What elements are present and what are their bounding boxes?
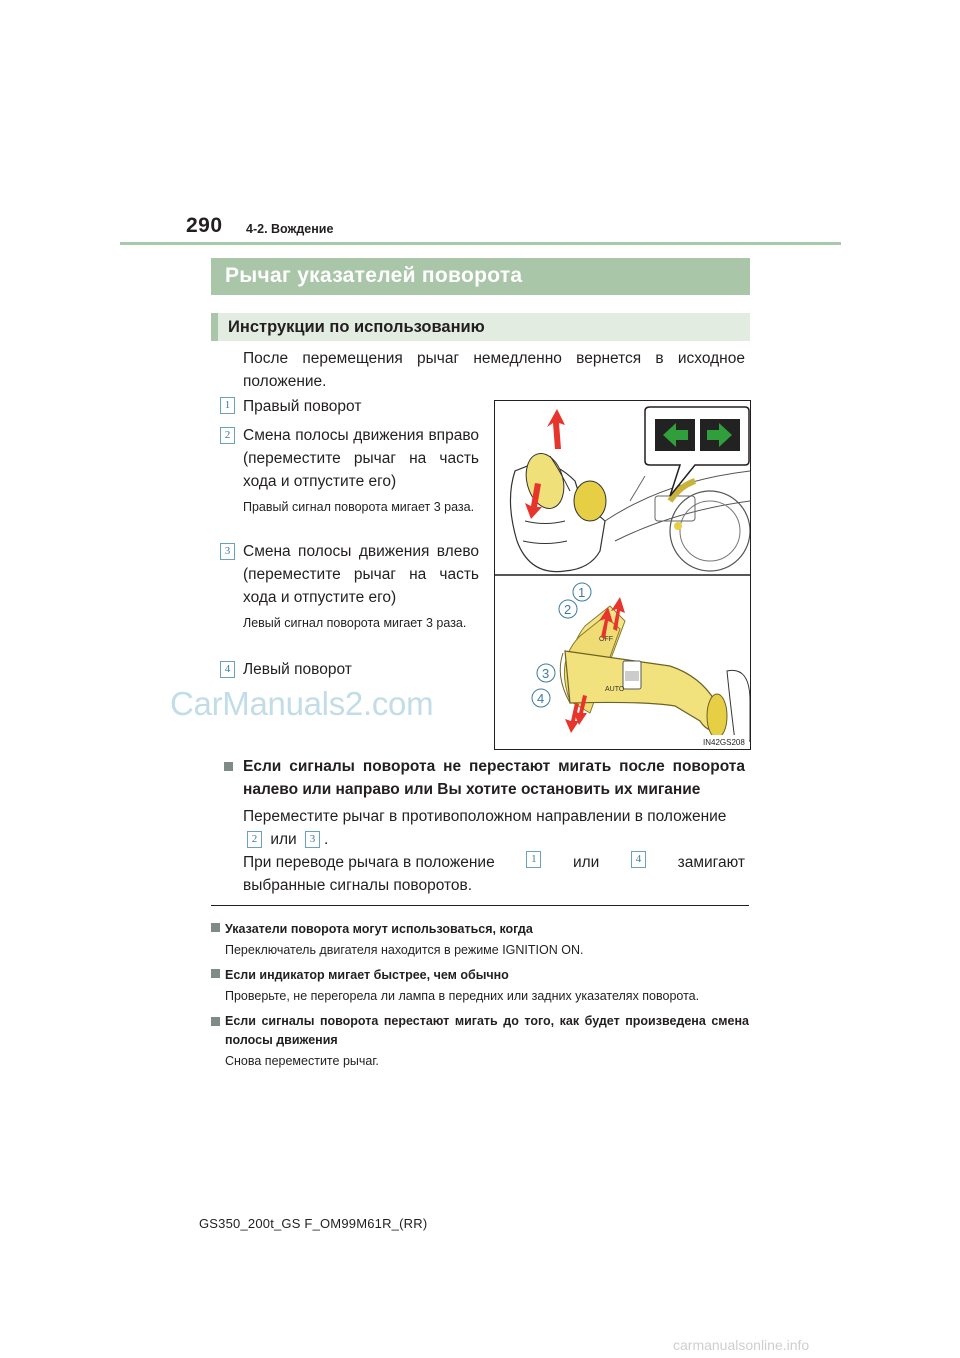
section2-or-2: или [572, 854, 600, 871]
callout-3 [537, 664, 555, 682]
item-text-4: Левый поворот [243, 661, 352, 678]
arrow-up-icon [547, 409, 565, 449]
header-divider [120, 242, 841, 245]
svg-text:OFF: OFF [599, 636, 613, 643]
position-3-marker: 3 [305, 831, 320, 848]
figure-illustration [495, 401, 750, 749]
notes-section [211, 920, 749, 1071]
title-banner [211, 258, 750, 295]
note-body-1: Переключатель двигателя находится в режиме IGNITION ON. [225, 943, 584, 957]
note-body-2: Проверьте, не перегорела ли лампа в передних или задних указателях поворота. [225, 989, 700, 1003]
item-note-2: Правый сигнал поворота мигает 3 раза. [243, 500, 475, 514]
section2-line2-start: При переводе рычага в положение [243, 854, 495, 871]
square-bullet-icon [211, 1017, 220, 1026]
item-note-3: Левый сигнал поворота мигает 3 раза. [243, 616, 467, 630]
section2-or-1: или [270, 831, 297, 848]
watermark: CarManuals2.com [170, 685, 434, 722]
section2-positions-line: 2 или 3 . [243, 828, 745, 851]
callout-2-label: 2 [564, 602, 572, 617]
callout-4-label: 4 [537, 691, 545, 706]
page-number: 290 [186, 214, 223, 237]
square-bullet-icon [211, 923, 220, 932]
subtitle-banner [211, 313, 750, 341]
indicator-bubble [645, 407, 749, 496]
item-number-2: 2 [220, 427, 235, 444]
position-1-marker: 1 [526, 851, 541, 868]
callout-4 [532, 689, 550, 707]
figure-code: IN42GS208 [703, 738, 745, 747]
callout-2 [559, 600, 577, 618]
intro-text: После перемещения рычаг немедленно вернется в исходное положение. [243, 350, 745, 390]
section2-line2 [243, 851, 745, 874]
callout-3-label: 3 [542, 666, 550, 681]
item-number-1: 1 [220, 397, 235, 414]
subtitle-accent [211, 313, 218, 341]
svg-text:AUTO: AUTO [605, 686, 625, 693]
callout-1 [573, 583, 591, 601]
page-title: Рычаг указателей поворота [225, 264, 523, 287]
hand-with-lever [510, 449, 606, 571]
notes-divider [211, 905, 749, 906]
section2-body [243, 805, 745, 897]
position-2-marker: 2 [247, 831, 262, 848]
note-heading-3: Если сигналы поворота перестают мигать до того, как будет произведена смена полосы движения [211, 1012, 749, 1050]
section2-heading [224, 755, 745, 801]
position-4-marker: 4 [631, 851, 646, 868]
section2-heading-text: Если сигналы поворота не перестают мигать после поворота налево или направо или Вы хотите остановить их мигание [243, 758, 745, 798]
square-bullet-icon [211, 969, 220, 978]
item-text-3: Смена полосы движения влево (переместите рычаг на часть хода и отпустите его) [243, 543, 479, 606]
note-heading-2: Если индикатор мигает быстрее, чем обычно [211, 966, 749, 985]
item-text-1: Правый поворот [243, 398, 362, 415]
turn-signal-lever-figure [494, 400, 751, 750]
site-watermark: carmanualsonline.info [673, 1337, 810, 1353]
note-body-3: Снова переместите рычаг. [225, 1054, 379, 1068]
square-bullet-icon [224, 762, 233, 771]
lever-positions-drawing [560, 606, 750, 741]
section2-line1: Переместите рычаг в противоположном направлении в положение [243, 808, 727, 825]
footer-code: GS350_200t_GS F_OM99M61R_(RR) [199, 1216, 428, 1231]
section2-line2-end-word: замигают [677, 854, 745, 871]
section2-line3: выбранные сигналы поворотов. [243, 877, 473, 894]
callout-1-label: 1 [578, 585, 586, 600]
item-text-2: Смена полосы движения вправо (переместите рычаг на часть хода и отпустите его) [243, 427, 479, 490]
item-number-4: 4 [220, 661, 235, 678]
item-number-3: 3 [220, 543, 235, 560]
note-heading-1: Указатели поворота могут использоваться, когда [211, 920, 749, 939]
subtitle: Инструкции по использованию [228, 318, 485, 336]
section-reference: 4-2. Вождение [246, 222, 334, 236]
